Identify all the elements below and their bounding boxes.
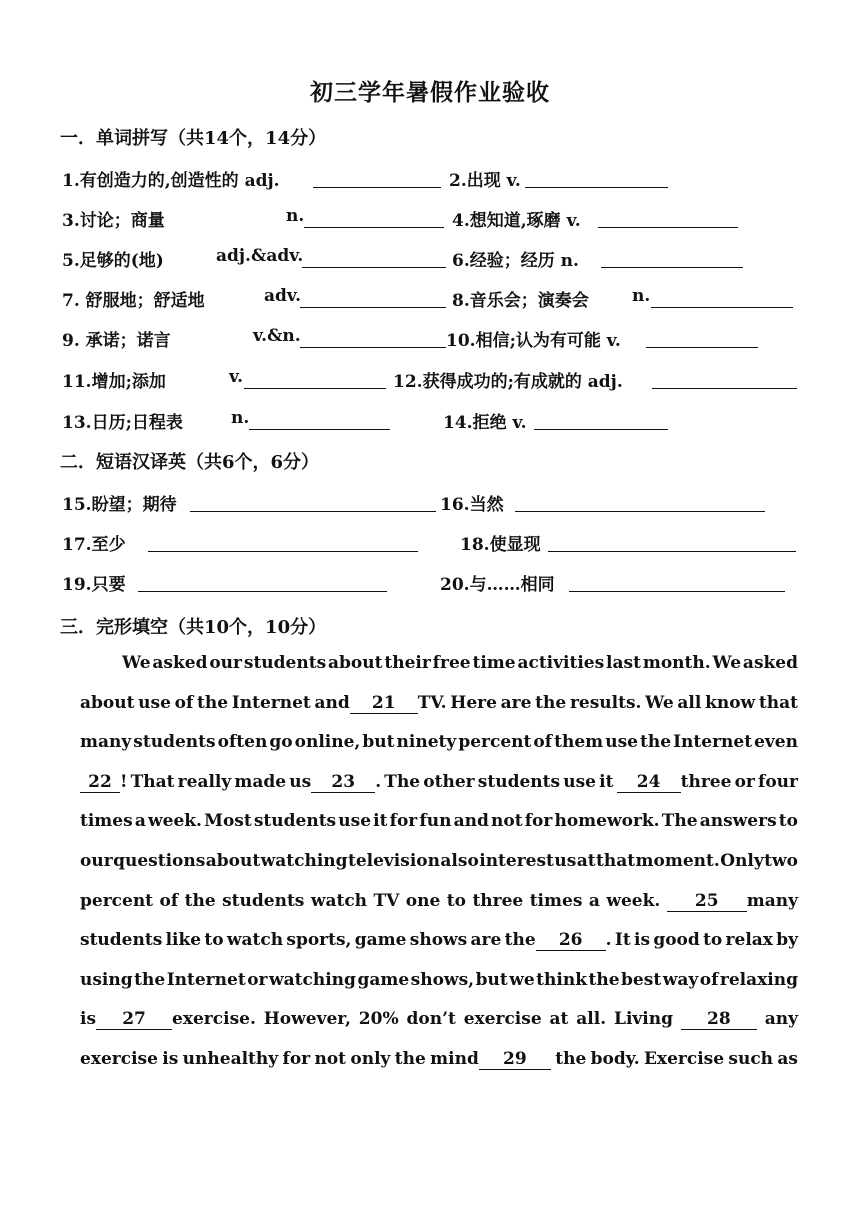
cloze-text: exercise. However, 20% don’t exercise at all. Living [172,1009,681,1030]
cloze-line [80,891,798,912]
item-16-answer-blank[interactable] [515,511,765,512]
item-11-pos: v. [229,367,244,387]
cloze-text: exercise is unhealthy for not only the mind [80,1049,479,1069]
item-8-answer-blank[interactable] [651,307,793,308]
cloze-line [80,970,798,990]
item-10-label: 10.相信;认为有可能 v. [446,331,621,351]
cloze-text: times a week. Most students use it for fun and not for homework. The answers to [80,811,798,832]
cloze-text: many students often go online, but ninety percent of them use the Internet even [80,732,798,753]
item-12-answer-blank[interactable] [652,388,797,389]
page-title: 初三学年暑假作业验收 [310,79,550,106]
item-20-answer-blank[interactable] [569,591,785,592]
item-9-label: 9. 承诺；诺言 [62,331,171,351]
item-4-label: 4.想知道,琢磨 v. [452,211,581,231]
item-8-label: 8.音乐会；演奏会 [452,291,589,311]
item-13-label: 13.日历;日程表 [62,413,183,433]
cloze-blank-26[interactable]: 26 [536,932,606,951]
cloze-text: . The other students use it [375,771,617,792]
cloze-text: three or four [680,771,799,792]
item-5-pos: adj.&adv. [216,246,304,266]
cloze-text: our questions about watching television also interest us at that moment. Only two [80,851,798,871]
item-1-label: 1.有创造力的,创造性的 adj. [62,171,280,191]
item-7-answer-blank[interactable] [300,307,446,308]
item-3-pos: n. [286,206,305,226]
cloze-text: ! That really made us [120,771,312,792]
item-14-answer-blank[interactable] [534,429,668,430]
cloze-line [80,1049,798,1070]
item-2-label: 2.出现 v. [449,171,521,191]
item-19-label: 19.只要 [62,575,126,595]
item-9-answer-blank[interactable] [300,347,446,348]
item-17-answer-blank[interactable] [148,551,418,552]
cloze-blank-22[interactable]: 22 [80,774,120,793]
item-17-label: 17.至少 [62,535,126,555]
item-9-pos: v.&n. [253,326,301,346]
section-2-heading: 二．短语汉译英（共6个，6分） [60,452,320,473]
item-11-label: 11.增加;添加 [62,372,166,392]
section-3-heading: 三．完形填空（共10个，10分） [60,617,327,638]
item-6-answer-blank[interactable] [601,267,743,268]
item-11-answer-blank[interactable] [244,388,386,389]
item-13-answer-blank[interactable] [249,429,390,430]
item-12-label: 12.获得成功的;有成就的 adj. [393,372,623,392]
item-7-label: 7. 舒服地；舒适地 [62,291,205,311]
item-15-label: 15.盼望；期待 [62,495,177,515]
item-16-label: 16.当然 [440,495,504,515]
cloze-text: using the Internet or watching game shows, but we think the best way of relaxing [80,969,798,990]
item-14-label: 14.拒绝 v. [443,413,527,433]
cloze-blank-27[interactable]: 27 [96,1011,172,1030]
cloze-text: students like to watch sports, game shows are the [80,930,536,951]
cloze-text: . It is good to relax by [605,930,798,951]
cloze-text: percent of the students watch TV one to three times a week. [80,890,667,911]
cloze-line [80,772,798,793]
cloze-line [80,851,798,871]
item-5-label: 5.足够的(地) [62,251,164,271]
item-13-pos: n. [231,408,250,428]
item-3-label: 3.讨论；商量 [62,211,165,231]
cloze-blank-29[interactable]: 29 [479,1051,551,1070]
cloze-blank-23[interactable]: 23 [311,774,375,793]
item-18-label: 18.使显现 [460,535,541,555]
item-10-answer-blank[interactable] [646,347,758,348]
item-3-answer-blank[interactable] [304,227,444,228]
item-20-label: 20.与……相同 [440,575,555,595]
item-6-label: 6.经验；经历 n. [452,251,579,271]
cloze-text: TV. Here are the results. We all know that [417,692,799,713]
cloze-blank-21[interactable]: 21 [350,695,418,714]
cloze-line [80,930,798,951]
item-2-answer-blank[interactable] [525,187,668,188]
cloze-text: any [756,1009,799,1030]
item-18-answer-blank[interactable] [548,551,796,552]
item-15-answer-blank[interactable] [190,511,436,512]
item-5-answer-blank[interactable] [302,267,446,268]
cloze-text: We asked our students about their free time activities last month. We asked [122,653,798,673]
item-7-pos: adv. [264,286,301,306]
item-19-answer-blank[interactable] [138,591,387,592]
cloze-line [80,811,798,831]
item-8-pos: n. [632,286,651,306]
item-4-answer-blank[interactable] [598,227,738,228]
cloze-blank-24[interactable]: 24 [617,774,681,793]
cloze-line [122,653,798,673]
cloze-text: about use of the Internet and [80,692,350,713]
section-1-heading: 一．单词拼写（共14个，14分） [60,128,327,149]
item-1-answer-blank[interactable] [313,187,441,188]
cloze-text: many [746,890,798,911]
cloze-line [80,1009,798,1030]
cloze-blank-25[interactable]: 25 [667,893,747,912]
cloze-line [80,693,798,714]
cloze-line [80,732,798,752]
cloze-text: the body. Exercise such as [550,1049,798,1069]
cloze-text: is [80,1009,97,1030]
cloze-blank-28[interactable]: 28 [681,1011,757,1030]
